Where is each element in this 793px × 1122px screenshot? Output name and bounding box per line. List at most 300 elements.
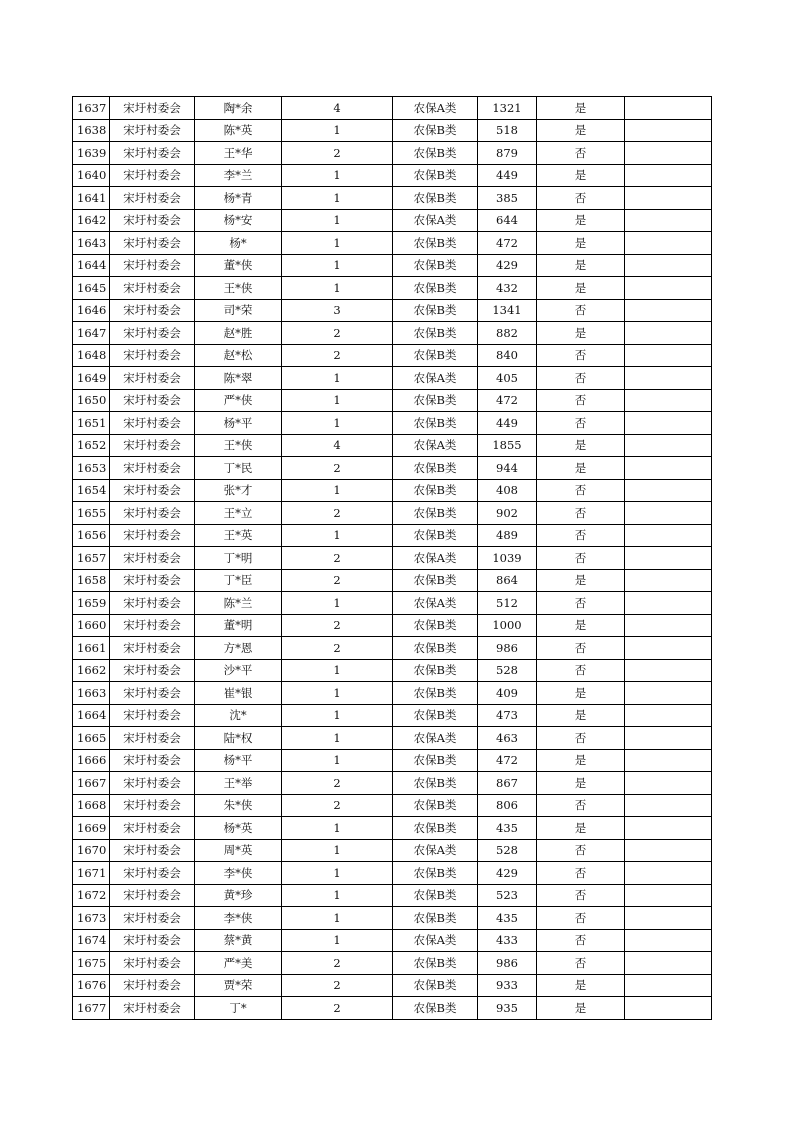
cell-flag: 否 (537, 727, 625, 750)
cell-count: 2 (282, 142, 393, 165)
cell-flag: 是 (537, 817, 625, 840)
cell-note (625, 637, 712, 660)
cell-note (625, 704, 712, 727)
cell-type: 农保A类 (393, 547, 478, 570)
cell-id: 1641 (73, 187, 110, 210)
cell-type: 农保B类 (393, 749, 478, 772)
cell-flag: 是 (537, 164, 625, 187)
table-row (73, 772, 712, 795)
cell-type: 农保B类 (393, 187, 478, 210)
cell-flag: 是 (537, 614, 625, 637)
data-table (72, 96, 712, 1020)
cell-id: 1665 (73, 727, 110, 750)
cell-name: 丁*民 (195, 457, 282, 480)
cell-type: 农保A类 (393, 209, 478, 232)
cell-org: 宋圩村委会 (110, 412, 195, 435)
cell-name: 沙*平 (195, 659, 282, 682)
table-row (73, 817, 712, 840)
cell-org: 宋圩村委会 (110, 142, 195, 165)
cell-org: 宋圩村委会 (110, 299, 195, 322)
table-row (73, 97, 712, 120)
table-row (73, 839, 712, 862)
cell-count: 2 (282, 502, 393, 525)
cell-note (625, 817, 712, 840)
cell-type: 农保B类 (393, 817, 478, 840)
table-row (73, 907, 712, 930)
table-row (73, 412, 712, 435)
cell-type: 农保B类 (393, 614, 478, 637)
cell-name: 杨*平 (195, 749, 282, 772)
cell-amount: 489 (478, 524, 537, 547)
cell-name: 陶*余 (195, 97, 282, 120)
cell-count: 2 (282, 794, 393, 817)
cell-type: 农保A类 (393, 839, 478, 862)
cell-amount: 512 (478, 592, 537, 615)
cell-count: 1 (282, 119, 393, 142)
cell-org: 宋圩村委会 (110, 659, 195, 682)
cell-id: 1650 (73, 389, 110, 412)
table-row (73, 727, 712, 750)
cell-id: 1648 (73, 344, 110, 367)
table-row (73, 592, 712, 615)
cell-flag: 否 (537, 839, 625, 862)
cell-type: 农保B类 (393, 322, 478, 345)
cell-flag: 否 (537, 344, 625, 367)
table-body (73, 97, 712, 1020)
cell-amount: 473 (478, 704, 537, 727)
cell-amount: 409 (478, 682, 537, 705)
cell-org: 宋圩村委会 (110, 952, 195, 975)
cell-amount: 518 (478, 119, 537, 142)
cell-note (625, 142, 712, 165)
cell-flag: 否 (537, 412, 625, 435)
cell-count: 1 (282, 749, 393, 772)
cell-id: 1643 (73, 232, 110, 255)
cell-org: 宋圩村委会 (110, 277, 195, 300)
cell-count: 1 (282, 479, 393, 502)
cell-note (625, 97, 712, 120)
cell-type: 农保B类 (393, 659, 478, 682)
cell-type: 农保B类 (393, 524, 478, 547)
cell-id: 1644 (73, 254, 110, 277)
cell-note (625, 682, 712, 705)
cell-org: 宋圩村委会 (110, 367, 195, 390)
table-row (73, 929, 712, 952)
cell-flag: 否 (537, 502, 625, 525)
cell-type: 农保A类 (393, 592, 478, 615)
cell-name: 董*侠 (195, 254, 282, 277)
cell-id: 1661 (73, 637, 110, 660)
cell-amount: 449 (478, 164, 537, 187)
cell-amount: 463 (478, 727, 537, 750)
cell-id: 1671 (73, 862, 110, 885)
cell-type: 农保B类 (393, 232, 478, 255)
cell-flag: 否 (537, 637, 625, 660)
table-row (73, 389, 712, 412)
cell-note (625, 749, 712, 772)
cell-name: 李*侠 (195, 862, 282, 885)
table-row (73, 232, 712, 255)
cell-org: 宋圩村委会 (110, 502, 195, 525)
cell-note (625, 412, 712, 435)
cell-count: 1 (282, 839, 393, 862)
table-row (73, 479, 712, 502)
cell-type: 农保B类 (393, 907, 478, 930)
cell-org: 宋圩村委会 (110, 749, 195, 772)
table-row (73, 637, 712, 660)
cell-count: 1 (282, 524, 393, 547)
cell-note (625, 367, 712, 390)
cell-type: 农保B类 (393, 997, 478, 1020)
cell-note (625, 997, 712, 1020)
cell-org: 宋圩村委会 (110, 254, 195, 277)
cell-count: 2 (282, 997, 393, 1020)
cell-id: 1662 (73, 659, 110, 682)
cell-amount: 644 (478, 209, 537, 232)
cell-count: 1 (282, 727, 393, 750)
cell-org: 宋圩村委会 (110, 232, 195, 255)
table-row (73, 119, 712, 142)
cell-name: 张*才 (195, 479, 282, 502)
cell-name: 王*立 (195, 502, 282, 525)
cell-flag: 否 (537, 659, 625, 682)
table-row (73, 952, 712, 975)
table-row (73, 704, 712, 727)
cell-count: 2 (282, 344, 393, 367)
cell-note (625, 547, 712, 570)
cell-note (625, 614, 712, 637)
cell-name: 沈* (195, 704, 282, 727)
cell-id: 1674 (73, 929, 110, 952)
cell-org: 宋圩村委会 (110, 794, 195, 817)
cell-type: 农保B类 (393, 299, 478, 322)
cell-flag: 是 (537, 97, 625, 120)
cell-count: 1 (282, 412, 393, 435)
cell-type: 农保B类 (393, 502, 478, 525)
cell-count: 2 (282, 974, 393, 997)
cell-note (625, 434, 712, 457)
cell-note (625, 389, 712, 412)
cell-flag: 是 (537, 232, 625, 255)
cell-id: 1649 (73, 367, 110, 390)
cell-count: 1 (282, 277, 393, 300)
cell-note (625, 929, 712, 952)
table-row (73, 569, 712, 592)
cell-type: 农保B类 (393, 952, 478, 975)
cell-amount: 867 (478, 772, 537, 795)
cell-flag: 否 (537, 929, 625, 952)
table-row (73, 659, 712, 682)
cell-count: 1 (282, 187, 393, 210)
cell-org: 宋圩村委会 (110, 884, 195, 907)
cell-name: 王*英 (195, 524, 282, 547)
cell-id: 1659 (73, 592, 110, 615)
cell-amount: 472 (478, 232, 537, 255)
cell-org: 宋圩村委会 (110, 547, 195, 570)
cell-count: 4 (282, 97, 393, 120)
cell-amount: 1321 (478, 97, 537, 120)
cell-flag: 是 (537, 772, 625, 795)
cell-count: 1 (282, 254, 393, 277)
cell-org: 宋圩村委会 (110, 97, 195, 120)
cell-id: 1639 (73, 142, 110, 165)
cell-amount: 1000 (478, 614, 537, 637)
cell-count: 1 (282, 884, 393, 907)
cell-flag: 是 (537, 704, 625, 727)
cell-name: 杨*英 (195, 817, 282, 840)
cell-type: 农保B类 (393, 974, 478, 997)
cell-count: 2 (282, 569, 393, 592)
cell-note (625, 569, 712, 592)
cell-amount: 435 (478, 907, 537, 930)
cell-id: 1672 (73, 884, 110, 907)
cell-name: 杨*安 (195, 209, 282, 232)
table-row (73, 884, 712, 907)
cell-org: 宋圩村委会 (110, 209, 195, 232)
cell-count: 1 (282, 929, 393, 952)
cell-id: 1646 (73, 299, 110, 322)
cell-org: 宋圩村委会 (110, 344, 195, 367)
cell-note (625, 794, 712, 817)
cell-id: 1651 (73, 412, 110, 435)
cell-note (625, 907, 712, 930)
table-row (73, 277, 712, 300)
cell-id: 1676 (73, 974, 110, 997)
cell-count: 4 (282, 434, 393, 457)
cell-id: 1663 (73, 682, 110, 705)
cell-count: 1 (282, 817, 393, 840)
cell-count: 2 (282, 614, 393, 637)
cell-flag: 是 (537, 277, 625, 300)
cell-name: 严*美 (195, 952, 282, 975)
cell-org: 宋圩村委会 (110, 457, 195, 480)
cell-amount: 435 (478, 817, 537, 840)
cell-id: 1653 (73, 457, 110, 480)
cell-type: 农保A类 (393, 727, 478, 750)
cell-org: 宋圩村委会 (110, 524, 195, 547)
cell-name: 杨*青 (195, 187, 282, 210)
cell-amount: 986 (478, 637, 537, 660)
cell-flag: 否 (537, 884, 625, 907)
cell-id: 1677 (73, 997, 110, 1020)
cell-flag: 是 (537, 254, 625, 277)
cell-id: 1664 (73, 704, 110, 727)
cell-org: 宋圩村委会 (110, 479, 195, 502)
cell-id: 1655 (73, 502, 110, 525)
cell-flag: 否 (537, 547, 625, 570)
cell-name: 朱*侠 (195, 794, 282, 817)
cell-amount: 1855 (478, 434, 537, 457)
cell-type: 农保A类 (393, 97, 478, 120)
cell-org: 宋圩村委会 (110, 704, 195, 727)
cell-type: 农保B类 (393, 254, 478, 277)
cell-org: 宋圩村委会 (110, 929, 195, 952)
cell-org: 宋圩村委会 (110, 907, 195, 930)
cell-note (625, 457, 712, 480)
cell-flag: 是 (537, 457, 625, 480)
cell-amount: 1039 (478, 547, 537, 570)
cell-org: 宋圩村委会 (110, 119, 195, 142)
cell-id: 1645 (73, 277, 110, 300)
table-row (73, 524, 712, 547)
cell-flag: 是 (537, 209, 625, 232)
table-row (73, 367, 712, 390)
cell-name: 王*侠 (195, 434, 282, 457)
cell-amount: 528 (478, 839, 537, 862)
cell-note (625, 187, 712, 210)
cell-name: 李*侠 (195, 907, 282, 930)
cell-amount: 432 (478, 277, 537, 300)
cell-name: 黄*珍 (195, 884, 282, 907)
cell-flag: 否 (537, 367, 625, 390)
cell-count: 2 (282, 772, 393, 795)
cell-note (625, 164, 712, 187)
cell-count: 1 (282, 389, 393, 412)
cell-org: 宋圩村委会 (110, 637, 195, 660)
cell-count: 2 (282, 547, 393, 570)
cell-id: 1657 (73, 547, 110, 570)
cell-count: 1 (282, 682, 393, 705)
cell-name: 丁*明 (195, 547, 282, 570)
cell-type: 农保A类 (393, 929, 478, 952)
cell-note (625, 502, 712, 525)
cell-note (625, 659, 712, 682)
cell-id: 1654 (73, 479, 110, 502)
cell-amount: 472 (478, 749, 537, 772)
cell-flag: 是 (537, 682, 625, 705)
cell-flag: 否 (537, 952, 625, 975)
cell-name: 贾*荣 (195, 974, 282, 997)
cell-note (625, 119, 712, 142)
cell-note (625, 592, 712, 615)
table-row (73, 997, 712, 1020)
cell-id: 1637 (73, 97, 110, 120)
cell-flag: 否 (537, 299, 625, 322)
cell-note (625, 209, 712, 232)
cell-type: 农保B类 (393, 142, 478, 165)
table-row (73, 254, 712, 277)
cell-org: 宋圩村委会 (110, 187, 195, 210)
cell-org: 宋圩村委会 (110, 592, 195, 615)
cell-org: 宋圩村委会 (110, 434, 195, 457)
cell-flag: 是 (537, 434, 625, 457)
cell-count: 1 (282, 862, 393, 885)
cell-org: 宋圩村委会 (110, 772, 195, 795)
cell-note (625, 232, 712, 255)
cell-id: 1668 (73, 794, 110, 817)
cell-note (625, 299, 712, 322)
cell-flag: 否 (537, 479, 625, 502)
cell-flag: 是 (537, 119, 625, 142)
cell-name: 丁*臣 (195, 569, 282, 592)
cell-id: 1673 (73, 907, 110, 930)
cell-amount: 385 (478, 187, 537, 210)
cell-name: 方*恩 (195, 637, 282, 660)
cell-id: 1675 (73, 952, 110, 975)
cell-flag: 否 (537, 907, 625, 930)
cell-type: 农保A类 (393, 367, 478, 390)
cell-amount: 429 (478, 254, 537, 277)
cell-name: 崔*银 (195, 682, 282, 705)
cell-amount: 882 (478, 322, 537, 345)
table-row (73, 434, 712, 457)
table-row (73, 322, 712, 345)
cell-name: 杨* (195, 232, 282, 255)
cell-type: 农保A类 (393, 434, 478, 457)
cell-note (625, 344, 712, 367)
cell-name: 蔡*黄 (195, 929, 282, 952)
cell-name: 陆*权 (195, 727, 282, 750)
cell-id: 1667 (73, 772, 110, 795)
cell-count: 1 (282, 209, 393, 232)
cell-type: 农保B类 (393, 479, 478, 502)
cell-id: 1638 (73, 119, 110, 142)
cell-note (625, 277, 712, 300)
table-row (73, 614, 712, 637)
table-row (73, 299, 712, 322)
cell-flag: 否 (537, 862, 625, 885)
table-row (73, 974, 712, 997)
cell-flag: 是 (537, 749, 625, 772)
cell-id: 1647 (73, 322, 110, 345)
cell-type: 农保B类 (393, 682, 478, 705)
cell-note (625, 952, 712, 975)
cell-org: 宋圩村委会 (110, 862, 195, 885)
cell-name: 赵*松 (195, 344, 282, 367)
cell-name: 严*侠 (195, 389, 282, 412)
cell-flag: 是 (537, 322, 625, 345)
cell-type: 农保B类 (393, 794, 478, 817)
cell-amount: 472 (478, 389, 537, 412)
cell-id: 1652 (73, 434, 110, 457)
cell-org: 宋圩村委会 (110, 322, 195, 345)
table-row (73, 547, 712, 570)
table-row (73, 457, 712, 480)
cell-note (625, 772, 712, 795)
table-row (73, 344, 712, 367)
cell-amount: 902 (478, 502, 537, 525)
cell-amount: 935 (478, 997, 537, 1020)
cell-note (625, 479, 712, 502)
cell-name: 王*举 (195, 772, 282, 795)
cell-note (625, 254, 712, 277)
table-row (73, 682, 712, 705)
cell-count: 2 (282, 457, 393, 480)
cell-type: 农保B类 (393, 884, 478, 907)
cell-name: 王*华 (195, 142, 282, 165)
cell-type: 农保B类 (393, 277, 478, 300)
cell-flag: 否 (537, 142, 625, 165)
cell-note (625, 884, 712, 907)
cell-count: 3 (282, 299, 393, 322)
cell-id: 1660 (73, 614, 110, 637)
cell-amount: 806 (478, 794, 537, 817)
cell-id: 1658 (73, 569, 110, 592)
cell-id: 1640 (73, 164, 110, 187)
table-row (73, 794, 712, 817)
cell-name: 杨*平 (195, 412, 282, 435)
cell-amount: 429 (478, 862, 537, 885)
cell-note (625, 862, 712, 885)
cell-org: 宋圩村委会 (110, 974, 195, 997)
cell-org: 宋圩村委会 (110, 164, 195, 187)
cell-id: 1642 (73, 209, 110, 232)
cell-amount: 528 (478, 659, 537, 682)
cell-amount: 944 (478, 457, 537, 480)
cell-flag: 否 (537, 592, 625, 615)
cell-note (625, 974, 712, 997)
cell-type: 农保B类 (393, 344, 478, 367)
